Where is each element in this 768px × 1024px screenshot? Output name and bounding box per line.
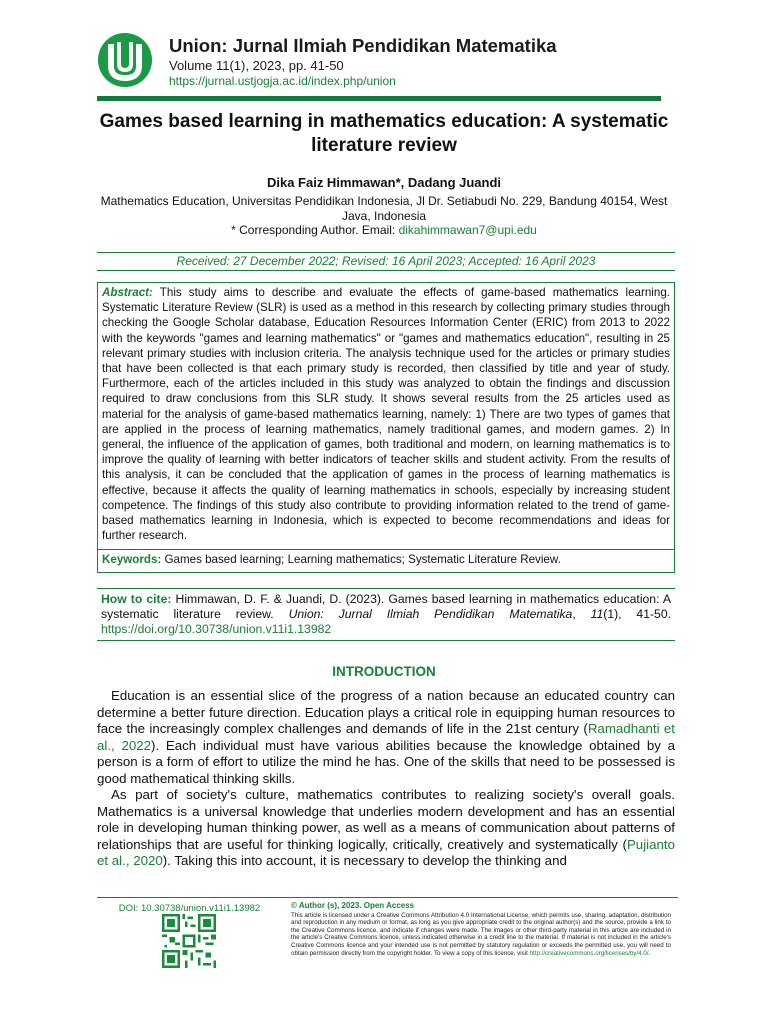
how-to-cite — [97, 588, 675, 641]
license-text: This article is licensed under a Creative Commons Attribution 4.0 International License, which permits use, sharing, adaptation, distribution and reproduction in any medium or format, as long as you give appropriate credit to the original author(s) and the source, provide a link to the Creative Commons licence, and indicate if changes were made. The images or other third-party material in this article are included in the article's Creative Commons licence, unless indicated otherwise in a credit line to the material. If material is not included in the article's Creative Commons licence and your intended use is not permitted by statutory regulation or exceeds the permitted use, you will need to obtain permission directly from the copyright holder. To view a copy of this licence, visit — [291, 911, 671, 957]
license-end: . — [648, 949, 651, 957]
footer-doi[interactable]: DOI: 10.30738/union.v11i1.13982 — [118, 903, 261, 914]
copyright-line: © Author (s), 2023. Open Access — [291, 901, 415, 910]
qr-code-icon — [162, 914, 216, 968]
citation-doi-link[interactable]: https://doi.org/10.30738/union.v11i1.13982 — [101, 622, 332, 636]
introduction-body — [97, 688, 675, 870]
keywords-label: Keywords: — [102, 553, 162, 566]
abstract-box — [97, 282, 675, 573]
paragraph — [97, 787, 675, 870]
author-affiliation: Mathematics Education, Universitas Pendidikan Indonesia, Jl Dr. Setiabudi No. 229, Bandung 40154, West Java, Indonesia — [100, 194, 668, 223]
header-divider — [97, 96, 661, 101]
corresponding-email-link[interactable]: dikahimmawan7@upi.edu — [398, 223, 537, 237]
footer-divider — [97, 897, 678, 898]
corresponding-author — [92, 223, 676, 237]
license-body — [291, 912, 671, 958]
citation-text-a: Himmawan, D. F. & Juandi, D. (2023). Games based learning in mathematics education: A systematic literature review. — [101, 592, 672, 621]
abstract-label: Abstract: — [102, 286, 153, 299]
paper-authors: Dika Faiz Himmawan*, Dadang Juandi — [266, 175, 502, 190]
citation-sep: , — [572, 607, 591, 621]
paragraph — [97, 688, 675, 787]
license-link[interactable]: http://creativecommons.org/licenses/by/4.0/ — [529, 949, 649, 957]
citation-link-ramadhanti[interactable]: Ramadhanti et al., 2022 — [97, 721, 675, 753]
citation-volume: 11 — [590, 607, 604, 621]
paragraph-text: ). Taking this into account, it is necessary to develop the thinking and — [162, 853, 567, 868]
corresponding-prefix: * Corresponding Author. Email: — [231, 223, 399, 237]
how-to-cite-label: How to cite: — [101, 592, 172, 606]
citation-text-b: (1), 41-50. — [603, 607, 671, 621]
journal-name: Union: Jurnal Ilmiah Pendidikan Matematika — [169, 35, 557, 56]
paragraph-text: ). Each individual must have various abilities because the knowledge obtained by a person is a form of effort to utilize the mind he has. One of the skills that need to be possessed is good mathematical thinking skills. — [97, 737, 675, 786]
citation-journal: Union: Jurnal Ilmiah Pendidikan Matematika — [288, 607, 573, 621]
license-notice — [291, 902, 671, 957]
abstract — [98, 283, 674, 543]
journal-logo-icon — [97, 32, 153, 88]
section-heading-introduction: INTRODUCTION — [332, 664, 436, 679]
submission-dates: Received: 27 December 2022; Revised: 16 April 2023; Accepted: 16 April 2023 — [97, 252, 675, 271]
keywords — [98, 549, 674, 569]
citation-link-pujianto[interactable]: Pujianto et al., 2020 — [97, 836, 675, 868]
paragraph-text: As part of society's culture, mathematics contributes to realizing society's overall goals. Mathematics is a universal knowledge that underlies modern development and has an essential role in developing human thinking power, as well as a means of communication about patterns of relationships that are useful for thinking logically, critically, creatively and systematically ( — [97, 787, 675, 852]
journal-header — [97, 30, 667, 100]
journal-url-link[interactable]: https://jurnal.ustjogja.ac.id/index.php/union — [169, 74, 396, 88]
paragraph-text: Education is an essential slice of the progress of a nation because an educated country can determine a better future direction. Education plays a critical role in equipping human resources to face the increasingly complex challenges and demands of life in the 21st century ( — [97, 688, 675, 736]
keywords-text: Games based learning; Learning mathematics; Systematic Literature Review. — [161, 553, 561, 566]
paper-title: Games based learning in mathematics education: A systematic literature review — [99, 111, 669, 156]
abstract-text: This study aims to describe and evaluate the effects of game-based mathematics learning. Systematic Literature Review (SLR) is used as a method in this research by collecting primary studies through checking the Google Scholar database, Education Resources Information Center (ERIC) from 2013 to 2022 with the keywords "games and learning mathematics" or "games and mathematics education", resulting in 25 relevant primary studies with inclusion criteria. The analysis technique used for the articles or primary studies that have been collected is that each primary study is recorded, then classified by title and year of study. Furthermore, each of the articles included in this study was analyzed to obtain the findings and discussion required to draw conclusions from this SLR study. It shows several results from the 25 articles used as material for the analysis of game-based mathematics learning, namely: 1) There are two types of games that are applied in the process of learning mathematics, namely traditional games, and modern games. 2) In general, the influence of the application of games, both traditional and modern, on learning mathematics is to improve the quality of learning with better indicators of teacher skills and student activity. From the results of this analysis, it can be concluded that the application of games in the process of learning mathematics is effective, because it affects the quality of learning mathematics in schools, especially by increasing student competence. The findings of this study also contribute to providing information related to the trend of game-based mathematics learning in Indonesia, which is expected to become recommendations and ideas for further research. — [102, 286, 670, 543]
journal-volume: Volume 11(1), 2023, pp. 41-50 — [169, 58, 344, 73]
